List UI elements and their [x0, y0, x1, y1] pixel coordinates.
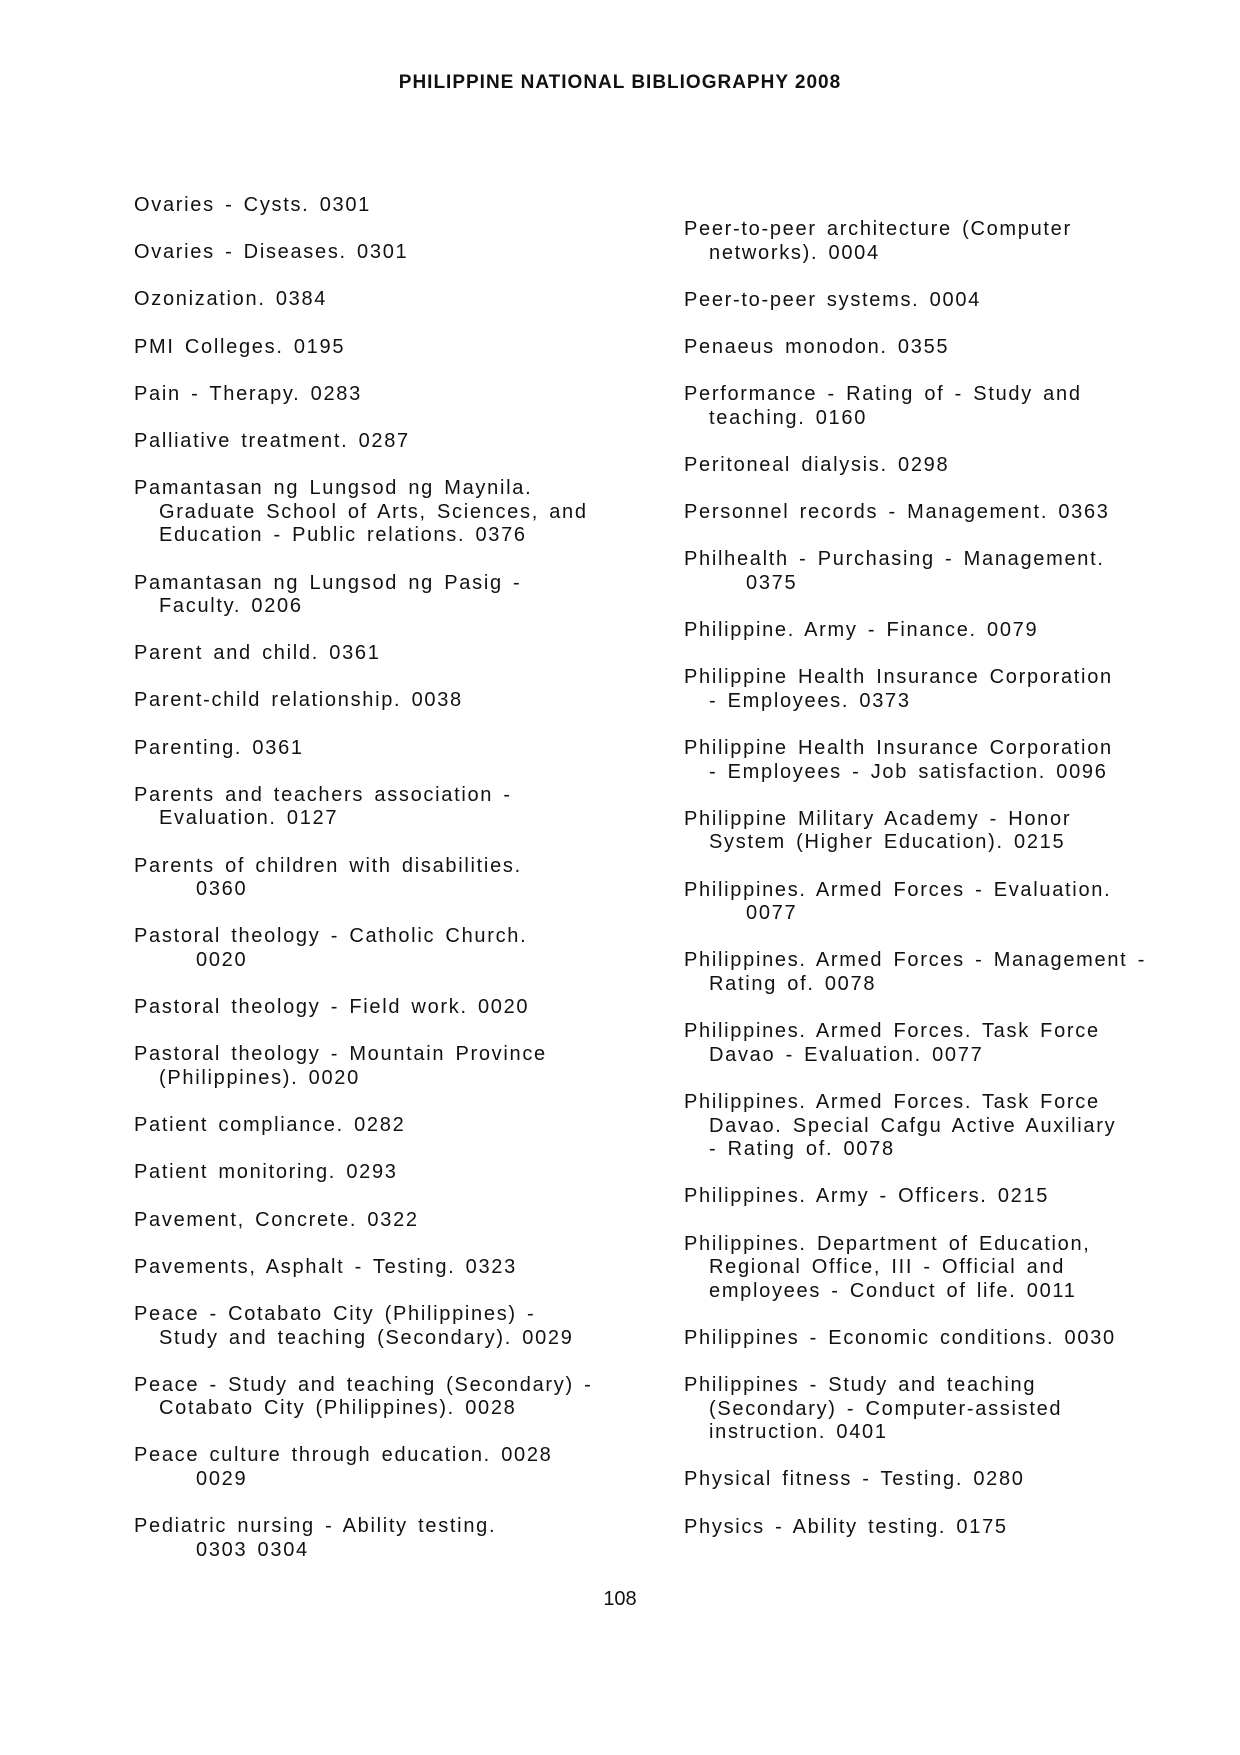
- index-entry: [134, 1374, 694, 1421]
- index-entry: [684, 808, 1214, 855]
- index-entry: [684, 289, 1214, 313]
- entry-line: Education - Public relations. 0376: [159, 524, 527, 547]
- entry-line: networks). 0004: [709, 241, 880, 264]
- index-entry: [134, 1303, 694, 1350]
- entry-line: Personnel records - Management. 0363: [684, 501, 1110, 524]
- index-entry: [684, 1091, 1214, 1162]
- entry-line: Physics - Ability testing. 0175: [684, 1515, 1008, 1538]
- index-entry: [684, 454, 1214, 478]
- entry-line: 0020: [196, 949, 248, 971]
- index-entry: [134, 477, 694, 548]
- index-entry: [134, 288, 694, 312]
- entry-line: Parent-child relationship. 0038: [134, 689, 463, 712]
- entry-line: Philippine. Army - Finance. 0079: [684, 619, 1039, 642]
- entry-line: Ozonization. 0384: [134, 288, 328, 311]
- entry-line: Philippines. Armed Forces - Management -: [684, 949, 1147, 972]
- index-entry: [134, 925, 694, 972]
- index-entry: [684, 1233, 1214, 1304]
- entry-line: Peace culture through education. 0028: [134, 1444, 553, 1467]
- index-entry: [134, 1256, 694, 1280]
- entry-line: Pain - Therapy. 0283: [134, 382, 362, 405]
- entry-line: (Secondary) - Computer-assisted: [709, 1397, 1063, 1420]
- index-entry: [134, 336, 694, 360]
- left-index-column: [134, 194, 694, 1586]
- index-entry: [134, 430, 694, 454]
- index-entry: [684, 737, 1214, 784]
- index-entry: [134, 194, 694, 218]
- entry-line: Philippines. Armed Forces. Task Force: [684, 1090, 1100, 1113]
- page-title: PHILIPPINE NATIONAL BIBLIOGRAPHY 2008: [398, 72, 842, 93]
- entry-line: Philippines - Economic conditions. 0030: [684, 1326, 1116, 1349]
- index-entry: [134, 784, 694, 831]
- index-entry: [684, 501, 1214, 525]
- entry-line: 0077: [746, 902, 798, 925]
- entry-line: Patient compliance. 0282: [134, 1114, 406, 1137]
- index-entry: [684, 666, 1214, 713]
- right-index-column: [684, 218, 1214, 1563]
- entry-line: Philippines. Armed Forces. Task Force: [684, 1020, 1100, 1043]
- index-entry: [684, 1374, 1214, 1445]
- entry-line: Davao. Special Cafgu Active Auxiliary: [709, 1114, 1117, 1137]
- index-entry: [684, 1516, 1214, 1540]
- entry-line: Cotabato City (Philippines). 0028: [159, 1397, 517, 1420]
- entry-line: Pediatric nursing - Ability testing.: [134, 1515, 497, 1538]
- index-entry: [134, 855, 694, 902]
- entry-line: Peace - Study and teaching (Secondary) -: [134, 1373, 593, 1396]
- entry-line: Philippines. Department of Education,: [684, 1232, 1091, 1255]
- entry-line: Physical fitness - Testing. 0280: [684, 1468, 1025, 1491]
- entry-line: Evaluation. 0127: [159, 807, 339, 830]
- entry-line: System (Higher Education). 0215: [709, 831, 1066, 854]
- index-entry: [134, 1209, 694, 1233]
- index-entry: [134, 642, 694, 666]
- entry-line: Philhealth - Purchasing - Management.: [684, 548, 1105, 571]
- entry-line: Pamantasan ng Lungsod ng Maynila.: [134, 477, 533, 500]
- page-number: 108: [603, 1588, 637, 1610]
- entry-line: - Rating of. 0078: [709, 1138, 895, 1161]
- index-entry: [684, 1185, 1214, 1209]
- entry-line: 0360: [196, 878, 248, 901]
- index-entry: [134, 1515, 694, 1562]
- entry-line: Peer-to-peer systems. 0004: [684, 288, 981, 311]
- entry-line: Pamantasan ng Lungsod ng Pasig -: [134, 571, 522, 594]
- index-entry: [684, 336, 1214, 360]
- entry-line: - Employees. 0373: [709, 689, 911, 712]
- entry-line: Peace - Cotabato City (Philippines) -: [134, 1302, 536, 1325]
- index-entry: [134, 996, 694, 1020]
- index-entry: [684, 1020, 1214, 1067]
- entry-line: Penaeus monodon. 0355: [684, 335, 950, 358]
- index-entry: [684, 949, 1214, 996]
- index-entry: [684, 548, 1214, 595]
- entry-line: Rating of. 0078: [709, 973, 877, 995]
- entry-line: Performance - Rating of - Study and: [684, 383, 1082, 406]
- entry-line: 0029: [196, 1468, 248, 1491]
- entry-line: Philippines. Army - Officers. 0215: [684, 1185, 1050, 1208]
- entry-line: Pavement, Concrete. 0322: [134, 1208, 419, 1231]
- index-entry: [684, 1327, 1214, 1351]
- entry-line: Davao - Evaluation. 0077: [709, 1043, 984, 1066]
- entry-line: PMI Colleges. 0195: [134, 335, 346, 358]
- index-entry: [134, 383, 694, 407]
- entry-line: (Philippines). 0020: [159, 1066, 360, 1089]
- index-entry: [684, 879, 1214, 926]
- entry-line: Pastoral theology - Field work. 0020: [134, 996, 530, 1019]
- entry-line: Peritoneal dialysis. 0298: [684, 453, 950, 476]
- entry-line: Philippine Military Academy - Honor: [684, 807, 1072, 830]
- index-entry: [684, 1468, 1214, 1492]
- index-entry: [134, 572, 694, 619]
- index-entry: [134, 1114, 694, 1138]
- index-entry: [684, 218, 1214, 265]
- entry-line: Faculty. 0206: [159, 595, 303, 618]
- index-entry: [134, 689, 694, 713]
- index-entry: [684, 619, 1214, 643]
- index-entry: [134, 737, 694, 761]
- index-entry: [134, 241, 694, 265]
- entry-line: Philippine Health Insurance Corporation: [684, 666, 1113, 689]
- index-entry: [684, 383, 1214, 430]
- entry-line: Pastoral theology - Mountain Province: [134, 1043, 547, 1066]
- entry-line: Regional Office, III - Official and: [709, 1256, 1066, 1279]
- entry-line: - Employees - Job satisfaction. 0096: [709, 760, 1108, 783]
- entry-line: 0303 0304: [196, 1538, 309, 1561]
- entry-line: Pavements, Asphalt - Testing. 0323: [134, 1255, 517, 1278]
- entry-line: employees - Conduct of life. 0011: [709, 1279, 1077, 1302]
- index-entry: [134, 1444, 694, 1491]
- entry-line: Philippines. Armed Forces - Evaluation.: [684, 878, 1112, 901]
- entry-line: Philippines - Study and teaching: [684, 1374, 1037, 1397]
- index-entry: [134, 1043, 694, 1090]
- entry-line: Parenting. 0361: [134, 736, 304, 759]
- entry-line: Ovaries - Cysts. 0301: [134, 194, 371, 216]
- entry-line: teaching. 0160: [709, 406, 868, 429]
- entry-line: Parents and teachers association -: [134, 783, 512, 806]
- entry-line: Patient monitoring. 0293: [134, 1161, 398, 1184]
- entry-line: Parent and child. 0361: [134, 642, 381, 665]
- entry-line: instruction. 0401: [709, 1421, 888, 1444]
- entry-line: 0375: [746, 571, 798, 594]
- entry-line: Ovaries - Diseases. 0301: [134, 241, 409, 264]
- index-entry: [134, 1161, 694, 1185]
- entry-line: Parents of children with disabilities.: [134, 854, 522, 877]
- entry-line: Pastoral theology - Catholic Church.: [134, 925, 528, 948]
- entry-line: Peer-to-peer architecture (Computer: [684, 218, 1072, 240]
- entry-line: Philippine Health Insurance Corporation: [684, 737, 1113, 760]
- entry-line: Palliative treatment. 0287: [134, 429, 410, 452]
- entry-line: Study and teaching (Secondary). 0029: [159, 1326, 574, 1349]
- entry-line: Graduate School of Arts, Sciences, and: [159, 500, 588, 523]
